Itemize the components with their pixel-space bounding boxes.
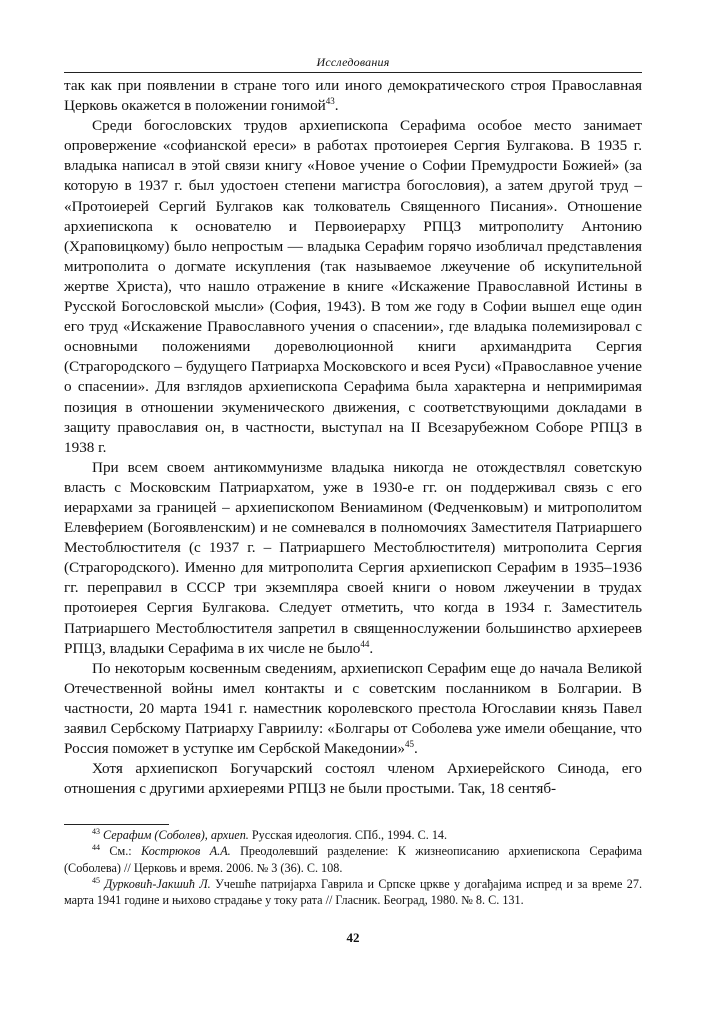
paragraph-5: Хотя архиепископ Богучарский состоял членом Архиерейского Синода, его отношения с другими архиереями РПЦЗ не были простыми. Так, 18 сентяб- <box>64 760 642 798</box>
paragraph-2: Среди богословских трудов архиепископа Серафима особое место занимает опровержение «софианской ереси» в работах протоиерея Сергия Булгакова. В 1935 г. владыка написал в этой связи книгу «Новое учение о Софии Премудрости Божией» (за которую в 1937 г. был удостоен степени магистра богословия), а затем другой труд – «Протоиерей Сергий Булгаков как толкователь Священного Писания». Отношение архиепископа к основателю и Первоиерарху РПЦЗ митрополиту Антонию (Храповицкому) было непростым — владыка Серафим горячо изобличал представления митрополита о догмате искупления (так называемое лжеучение об искупительной жертве Христа), что нашло отражение в книге «Искажение Православной Истины в Русской Богословской мысли» (София, 1943). В том же году в Софии вышел еще один его труд «Искажение Православного учения о спасении», где владыка полемизировал с основными положениями дореволюционной книги архимандрита Сергия (Страгородского – будущего Патриарха Московского и всея Руси) «Православное учение о спасении». Для взглядов архиепископа Серафима была характерна и непримиримая позиция в отношении экуменического движения, с соответствующими докладами в защиту православия он, в частности, выступал на II Всезарубежном Соборе РПЦЗ в 1938 г. <box>64 117 642 456</box>
footnote-ref-44[interactable]: 44 <box>360 638 370 649</box>
footnote-text: Учешће патријарха Гаврила и Српске цркве у догађајима испред и за време 27. марта 1941 године и њихово страдање у току рата // Гласник. Београд, 1980. № 8. С. 131. <box>64 876 643 908</box>
footnote-author: Дурковић-Јакшић Л. <box>104 876 211 891</box>
header-rule <box>64 72 642 73</box>
footnotes <box>64 827 642 908</box>
footnote-ref-43[interactable]: 43 <box>325 96 335 107</box>
footnote-45 <box>64 876 642 909</box>
paragraph-3: При всем своем антикоммунизме владыка никогда не отождествлял советскую власть с Московским Патриархатом, уже в 1930-е гг. он поддерживал связь с его иерархами за границей – архиепископом Вениамином (Федченковым) и митрополитом Елевферием (Богоявленским) и не сомневался в полномочиях Заместителя Патриаршего Местоблюстителя (с 1937 г. – Патриаршего Местоблюстителя) митрополита Сергия (Страгородского). Именно для митрополита Сергия архиепископ Серафим в 1935–1936 гг. переправил в СССР три экземпляра своей книги о новом лжеучении в трудах протоиерея Сергия Булгакова. Следует отметить, что когда в 1934 г. Заместитель Патриаршего Местоблюстителя запретил в священнослужении большинство архиереев РПЦЗ, владыки Серафима в их числе не было$^{44}$. <box>64 458 642 657</box>
page-number: 42 <box>346 930 360 945</box>
footnote-number: 43 <box>92 826 100 836</box>
main-text <box>64 76 642 799</box>
footnote-author: Кострюков А.А. <box>141 844 231 859</box>
paragraph-4: По некоторым косвенным сведениям, архиепископ Серафим еще до начала Великой Отечественной войны имел контакты и с советским посланником в Болгарии. В частности, 20 марта 1941 г. наместник королевского престола Югославии князь Павел заявил Сербскому Патриарху Гавриилу: «Болгары от Соболева уже имели обещание, что Россия поможет в уступке им Сербской Македонии»$^{45}$. <box>64 659 642 758</box>
paragraph-1-text: так как при появлении в стране того или иного демократического строя Православная Церковь окажется в положении гонимой <box>64 77 642 115</box>
paragraph-4-text: По некоторым косвенным сведениям, архиепископ Серафим еще до начала Великой Отечественной войны имел контакты и с советским посланником в Болгарии. В частности, 20 марта 1941 г. наместник королевского престола Югославии князь Павел заявил Сербскому Патриарху Гавриилу: «Болгары от Соболева уже имели обещание, что Россия поможет в уступке им Сербской Македонии» <box>64 659 642 758</box>
footnote-ref-45[interactable]: 45 <box>405 739 415 750</box>
paragraph-1: так как при появлении в стране того или иного демократического строя Православная Церковь окажется в положении гонимой$^{43}$. <box>64 77 642 115</box>
footnote-44 <box>64 843 642 876</box>
running-header: Исследования <box>316 55 390 69</box>
footnote-number: 45 <box>92 875 100 885</box>
paragraph-3-text: При всем своем антикоммунизме владыка никогда не отождествлял советскую власть с Московским Патриархатом, уже в 1930-е гг. он поддерживал связь с его иерархами за границей – архиепископом Вениамином (Федченковым) и митрополитом Елевферием (Богоявленским) и не сомневался в полномочиях Заместителя Патриаршего Местоблюстителя (с 1937 г. – Патриаршего Местоблюстителя) митрополита Сергия (Страгородского). Именно для митрополита Сергия архиепископ Серафим в 1935–1936 гг. переправил в СССР три экземпляра своей книги о новом лжеучении в трудах протоиерея Сергия Булгакова. Следует отметить, что когда в 1934 г. Заместитель Патриаршего Местоблюстителя запретил в священнослужении большинство архиереев РПЦЗ, владыки Серафима в их числе не было <box>64 458 642 657</box>
footnote-number: 44 <box>92 843 100 853</box>
footnote-text: Русская идеология. СПб., 1994. С. 14. <box>248 828 448 842</box>
footnote-43 <box>64 827 642 843</box>
footnote-text: Преодолевший разделение: К жизнеописанию архиепископа Серафима (Соболева) // Церковь и время. 2006. № 3 (36). С. 108. <box>64 844 642 875</box>
footnote-author: Серафим (Соболев), архиеп. <box>103 828 249 842</box>
footnote-rule <box>64 824 169 825</box>
footnote-prefix: См.: <box>100 844 142 859</box>
